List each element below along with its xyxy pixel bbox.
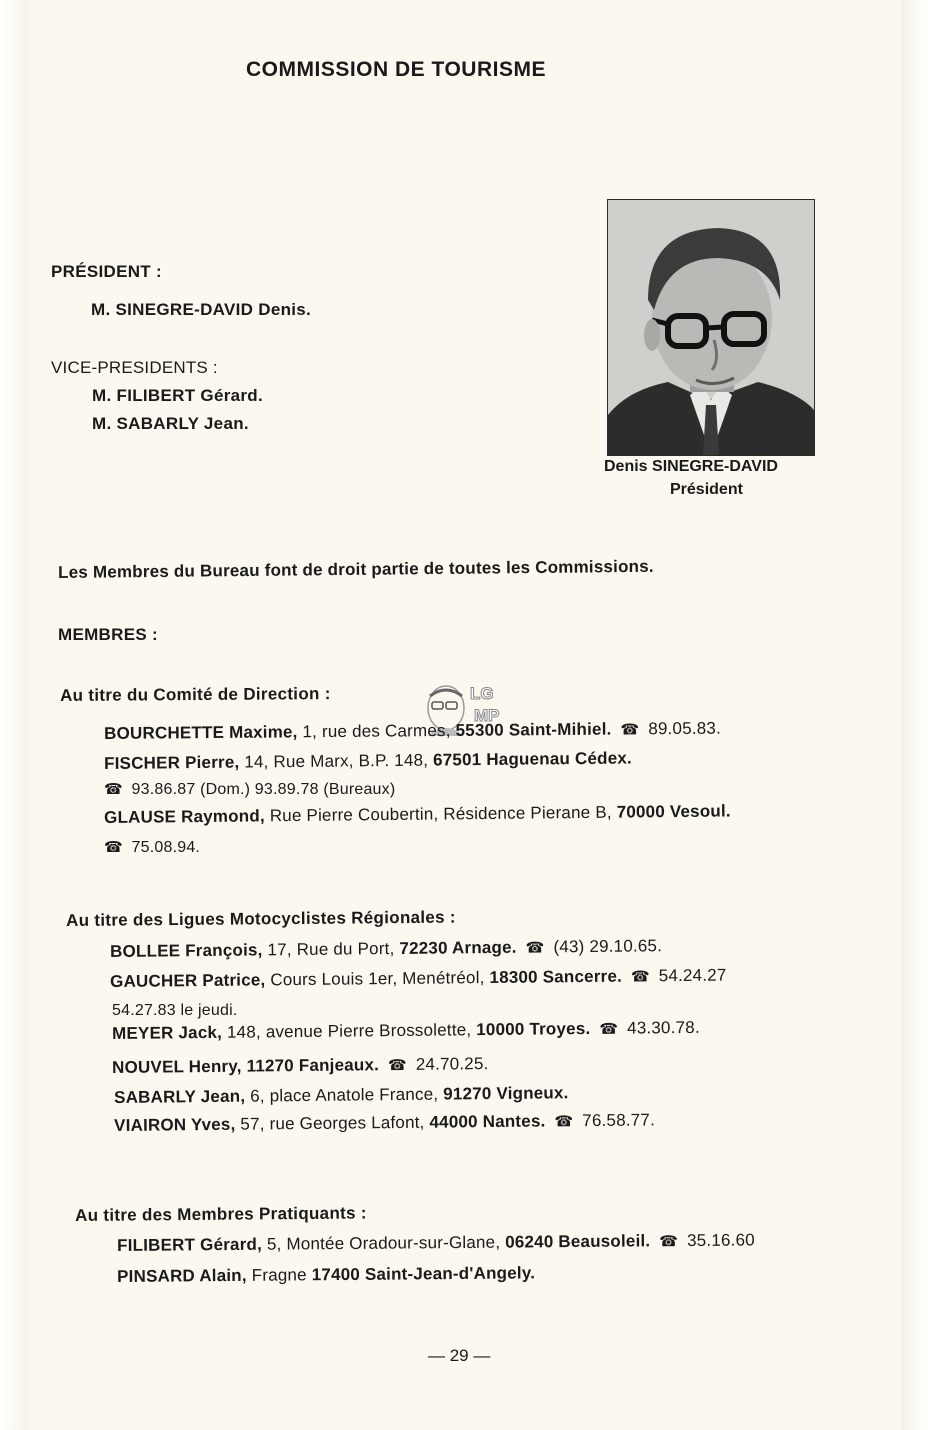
list-item-gaucher [110,966,727,992]
entry-phone: 35.16.60 [686,1230,755,1251]
phone-icon: ☎ [387,1056,407,1075]
entry-name: MEYER Jack, [112,1022,223,1043]
list-item-meyer [112,1018,700,1044]
entry-name: FISCHER Pierre, [104,752,240,773]
president-heading: PRÉSIDENT : [51,262,162,281]
entry-city: 10000 Troyes. [476,1018,591,1040]
section-heading-pratiquants: Au titre des Membres Pratiquants : [75,1203,367,1225]
list-item-pinsard [117,1263,535,1287]
phone-icon: ☎ [554,1113,574,1131]
entry-address: Fragne [251,1265,307,1285]
phone-icon: ☎ [599,1020,619,1038]
phone-icon: ☎ [659,1233,679,1251]
section-heading-comite: Au titre du Comité de Direction : [60,684,331,705]
bureau-note [58,557,654,583]
entry-phone: 54.24.27 [658,965,727,986]
entry-address: 6, place Anatole France, [250,1084,439,1106]
entry-city: 06240 Beausoleil. [505,1231,651,1252]
page-number: — 29 — [428,1346,491,1365]
entry-phone: (43) 29.10.65. [553,936,663,957]
bureau-note-text: Les Membres du Bureau font de droit partie de toutes les Commissions. [58,556,654,582]
list-item-bollee [110,936,662,962]
entry-address: 5, Montée Oradour-sur-Glane, [266,1232,501,1254]
entry-city: 72230 Arnage. [399,937,517,958]
list-item-fischer-phone [104,780,395,799]
page-left-edge [0,0,28,1430]
entry-city: 55300 Saint-Mihiel. [455,719,612,740]
entry-phone: 76.58.77. [582,1110,656,1131]
entry-phone: 93.86.87 (Dom.) 93.89.78 (Bureaux) [131,781,396,798]
phone-icon: ☎ [104,781,123,798]
entry-address: 14, Rue Marx, B.P. 148, [244,750,429,772]
entry-address: 1, rue des Carmes, [302,720,451,742]
vice-president-1: M. FILIBERT Gérard. [92,386,263,405]
list-item-nouvel [112,1054,489,1078]
photo-caption-name: Denis SINEGRE-DAVID [604,458,778,475]
vice-president-2: M. SABARLY Jean. [92,414,249,433]
entry-address: Cours Louis 1er, Menétréol, [270,968,485,990]
entry-phone: 75.08.94. [131,839,201,856]
list-item-filibert [117,1230,755,1256]
list-item-glause [104,801,731,828]
entry-name: BOURCHETTE Maxime, [104,722,298,743]
entry-name: NOUVEL Henry, [112,1056,242,1077]
page-title: COMMISSION DE TOURISME [246,58,546,81]
entry-city: 11270 Fanjeaux. [246,1055,380,1076]
list-item-sabarly [114,1083,569,1108]
entry-city: 70000 Vesoul. [616,801,731,822]
vice-presidents-heading: VICE-PRESIDENTS : [51,358,218,377]
watermark-text-2: MP [474,706,500,725]
entry-address: 57, rue Georges Lafont, [240,1112,425,1134]
entry-name: SABARLY Jean, [114,1086,246,1107]
entry-name: VIAIRON Yves, [114,1114,236,1135]
list-item-bourchette [104,719,721,744]
entry-name: FILIBERT Gérard, [117,1234,263,1255]
entry-name: GLAUSE Raymond, [104,806,265,827]
entry-city: 91270 Vigneux. [443,1083,569,1104]
entry-city: 18300 Sancerre. [489,966,623,988]
list-item-viairon [114,1110,655,1136]
watermark-text-1: LG [470,684,494,703]
photo-caption-role: Président [670,481,743,498]
page-right-edge [902,0,928,1430]
entry-phone: 89.05.83. [648,718,722,739]
entry-address: 17, Rue du Port, [267,939,395,960]
phone-icon: ☎ [104,839,123,856]
entry-address: Rue Pierre Coubertin, Résidence Pierane B, [269,802,612,826]
portrait-figure [608,200,814,455]
list-item-gaucher-extra: 54.27.83 le jeudi. [112,1002,238,1019]
phone-icon: ☎ [620,721,640,739]
entry-name: PINSARD Alain, [117,1265,247,1286]
entry-name: BOLLEE François, [110,940,263,961]
list-item-glause-phone [104,838,200,857]
entry-city: 67501 Haguenau Cédex. [432,748,633,770]
membres-heading: MEMBRES : [58,625,158,644]
entry-name: GAUCHER Patrice, [110,970,266,991]
president-portrait-photo [607,199,815,456]
section-heading-ligues: Au titre des Ligues Motocyclistes Régionales : [66,907,456,930]
phone-icon: ☎ [525,939,545,957]
entry-phone: 43.30.78. [627,1017,700,1038]
entry-address: 148, avenue Pierre Brossolette, [226,1020,472,1042]
entry-phone: 24.70.25. [415,1054,489,1074]
list-item-fischer [104,748,632,774]
phone-icon: ☎ [630,968,650,986]
entry-city: 17400 Saint-Jean-d'Angely. [311,1263,536,1285]
president-name: M. SINEGRE-DAVID Denis. [91,300,312,319]
entry-city: 44000 Nantes. [429,1111,546,1132]
